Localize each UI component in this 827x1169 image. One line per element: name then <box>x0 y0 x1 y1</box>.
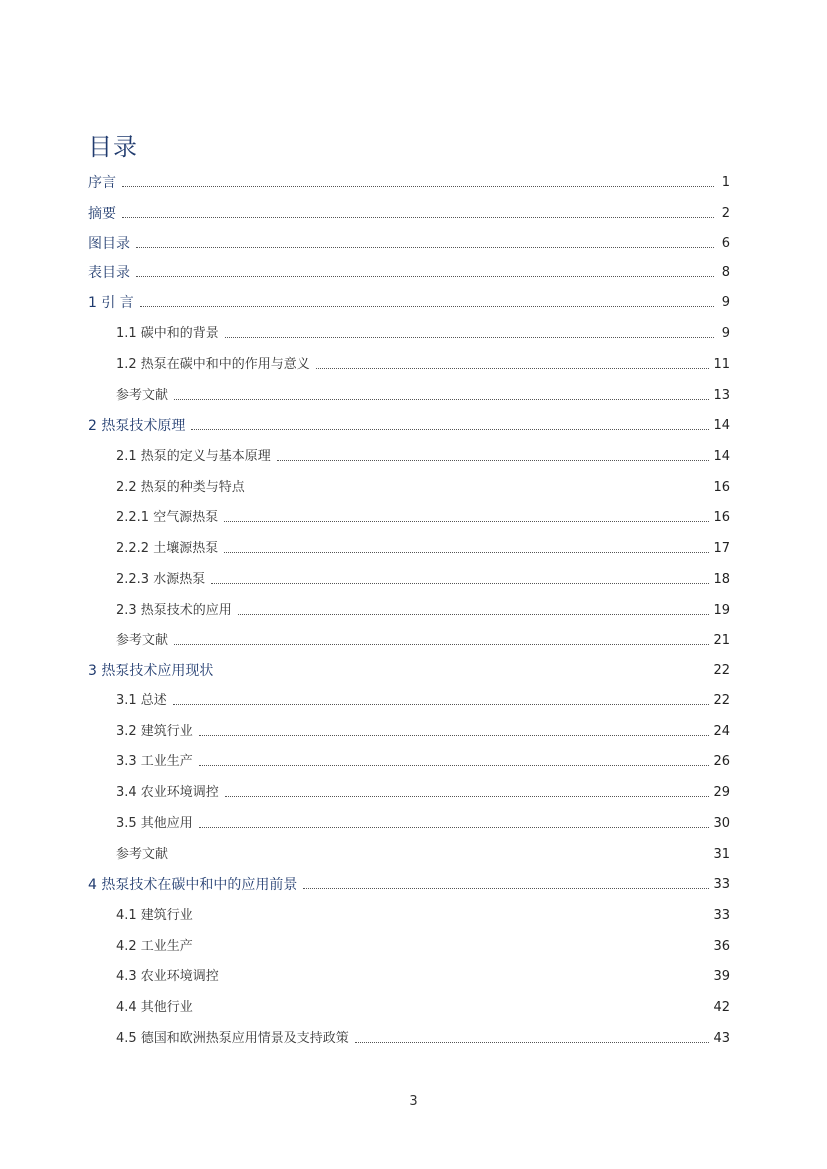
toc-entry-label: 1.1 碳中和的背景 <box>116 326 219 341</box>
toc-entry-page: 43 <box>713 1031 730 1046</box>
toc-entry-page: 9 <box>721 295 730 310</box>
dot-leader <box>303 887 709 889</box>
toc-entry-label: 4 热泵技术在碳中和中的应用前景 <box>88 877 298 893</box>
toc-entry-label: 2.3 热泵技术的应用 <box>116 603 232 618</box>
dot-leader <box>225 979 710 981</box>
toc-entry-label: 参考文献 <box>116 633 169 648</box>
toc-entry-page: 11 <box>713 357 730 372</box>
dot-leader <box>136 246 714 248</box>
toc-entry-page: 14 <box>713 449 730 464</box>
toc-entry-page: 14 <box>713 418 730 433</box>
toc-entry-page: 24 <box>713 724 730 739</box>
dot-leader <box>355 1041 710 1043</box>
toc-entry-section-4-2[interactable] <box>116 936 730 956</box>
toc-entry-section-1-2[interactable] <box>116 354 730 374</box>
toc-entry-page: 16 <box>713 480 730 495</box>
dot-leader <box>191 428 709 430</box>
toc-entry-label: 2.2.2 土壤源热泵 <box>116 541 219 556</box>
toc-entry-page: 22 <box>713 663 730 678</box>
toc-entry-label: 表目录 <box>88 265 130 281</box>
dot-leader <box>251 490 710 492</box>
toc-entry-section-3-2[interactable] <box>116 721 730 741</box>
dot-leader <box>224 520 709 522</box>
toc-entry-label: 2.2.3 水源热泵 <box>116 572 206 587</box>
dot-leader <box>199 1010 710 1012</box>
toc-entry-page: 33 <box>713 877 730 892</box>
toc-entry-page: 6 <box>721 236 730 251</box>
dot-leader <box>199 918 710 920</box>
dot-leader <box>225 795 710 797</box>
toc-entry-section-2-2[interactable] <box>116 477 730 497</box>
dot-leader <box>199 826 710 828</box>
toc-entry-chapter-2[interactable] <box>88 415 730 435</box>
toc-entry-section-4-3[interactable] <box>116 966 730 986</box>
toc-entry-section-3-3[interactable] <box>116 751 730 771</box>
toc-entry-label: 2.2 热泵的种类与特点 <box>116 480 245 495</box>
toc-entry-page: 8 <box>721 265 730 280</box>
toc-entry-page: 33 <box>713 908 730 923</box>
toc-entry-label: 3.4 农业环境调控 <box>116 785 219 800</box>
dot-leader <box>199 949 710 951</box>
toc-entry-label: 4.3 农业环境调控 <box>116 969 219 984</box>
dot-leader <box>238 613 710 615</box>
toc-entry-label: 3.2 建筑行业 <box>116 724 193 739</box>
toc-entry-label: 4.4 其他行业 <box>116 1000 193 1015</box>
toc-entry-section-2-2-1[interactable] <box>116 507 730 527</box>
toc-entry-label: 参考文献 <box>116 847 169 862</box>
toc-entry-chapter-1[interactable] <box>88 292 730 312</box>
dot-leader <box>211 582 709 584</box>
toc-entry-section-3-4[interactable] <box>116 782 730 802</box>
dot-leader <box>277 459 710 461</box>
toc-entry-label: 2 热泵技术原理 <box>88 418 186 434</box>
dot-leader <box>219 673 709 675</box>
toc-entry-section-3-5[interactable] <box>116 813 730 833</box>
dot-leader <box>122 185 714 187</box>
toc-entry-references-3[interactable] <box>116 844 730 864</box>
toc-entry-label: 1.2 热泵在碳中和中的作用与意义 <box>116 357 310 372</box>
toc-entry-label: 1 引 言 <box>88 295 134 311</box>
toc-entry-page: 17 <box>713 541 730 556</box>
toc-entry-label: 参考文献 <box>116 388 169 403</box>
dot-leader <box>122 216 714 218</box>
toc-entry-section-4-4[interactable] <box>116 997 730 1017</box>
toc-entry-label: 3 热泵技术应用现状 <box>88 663 214 679</box>
toc-entry-preface[interactable] <box>88 172 730 192</box>
toc-entry-page: 30 <box>713 816 730 831</box>
dot-leader <box>199 734 710 736</box>
toc-entry-label: 2.2.1 空气源热泵 <box>116 510 219 525</box>
toc-entry-label: 4.5 德国和欧洲热泵应用情景及支持政策 <box>116 1031 349 1046</box>
dot-leader <box>174 398 709 400</box>
toc-entry-page: 26 <box>713 754 730 769</box>
toc-entry-page: 42 <box>713 1000 730 1015</box>
toc-entry-section-2-1[interactable] <box>116 446 730 466</box>
toc-entry-page: 2 <box>721 206 730 221</box>
toc-entry-section-3-1[interactable] <box>116 690 730 710</box>
page-title: 目录 <box>88 133 138 162</box>
toc-entry-label: 3.3 工业生产 <box>116 754 193 769</box>
toc-entry-page: 39 <box>713 969 730 984</box>
toc-entry-section-2-2-3[interactable] <box>116 569 730 589</box>
toc-entry-page: 22 <box>713 693 730 708</box>
toc-entry-section-2-3[interactable] <box>116 600 730 620</box>
toc-entry-page: 9 <box>721 326 730 341</box>
dot-leader <box>224 551 709 553</box>
toc-entry-page: 36 <box>713 939 730 954</box>
toc-entry-label: 3.1 总述 <box>116 693 167 708</box>
toc-entry-page: 16 <box>713 510 730 525</box>
toc-entry-page: 1 <box>721 175 730 190</box>
toc-entry-page: 29 <box>713 785 730 800</box>
toc-entry-list-of-figures[interactable] <box>88 233 730 253</box>
toc-entry-label: 图目录 <box>88 236 130 252</box>
toc-entry-label: 3.5 其他应用 <box>116 816 193 831</box>
toc-entry-references-2[interactable] <box>116 630 730 650</box>
toc-entry-section-2-2-2[interactable] <box>116 538 730 558</box>
dot-leader <box>199 764 710 766</box>
toc-entry-label: 4.2 工业生产 <box>116 939 193 954</box>
toc-entry-page: 18 <box>713 572 730 587</box>
dot-leader <box>140 305 714 307</box>
page-number: 3 <box>409 1094 418 1109</box>
dot-leader <box>174 643 709 645</box>
dot-leader <box>225 336 714 338</box>
dot-leader <box>136 275 714 277</box>
toc-entry-chapter-4[interactable] <box>88 874 730 894</box>
dot-leader <box>173 703 710 705</box>
toc-entry-page: 19 <box>713 603 730 618</box>
toc-entry-abstract[interactable] <box>88 203 730 223</box>
toc-entry-label: 2.1 热泵的定义与基本原理 <box>116 449 271 464</box>
toc-entry-label: 序言 <box>88 175 116 191</box>
dot-leader <box>174 857 709 859</box>
toc-entry-references-1[interactable] <box>116 385 730 405</box>
toc-entry-page: 13 <box>713 388 730 403</box>
toc-entry-section-1-1[interactable] <box>116 323 730 343</box>
toc-entry-label: 4.1 建筑行业 <box>116 908 193 923</box>
toc-entry-page: 21 <box>713 633 730 648</box>
dot-leader <box>316 367 710 369</box>
toc-entry-chapter-3[interactable] <box>88 660 730 680</box>
toc-entry-section-4-1[interactable] <box>116 905 730 925</box>
toc-entry-label: 摘要 <box>88 206 116 222</box>
toc-entry-page: 31 <box>713 847 730 862</box>
toc-entry-section-4-5[interactable] <box>116 1028 730 1048</box>
toc-entry-list-of-tables[interactable] <box>88 262 730 282</box>
